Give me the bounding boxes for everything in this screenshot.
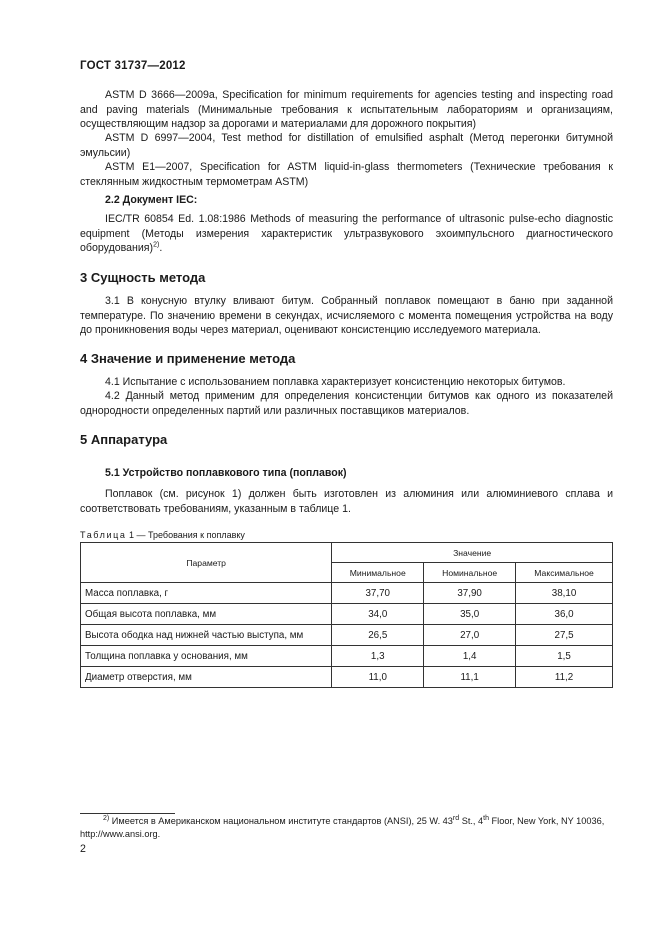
row-param: Масса поплавка, г (81, 583, 332, 604)
footnote-divider (80, 813, 175, 814)
row-max: 11,2 (516, 667, 613, 688)
row-nom: 1,4 (424, 646, 516, 667)
table-row (81, 667, 613, 688)
header-min: Минимальное (332, 563, 424, 583)
section-4-title: 4 Значение и применение метода (80, 351, 296, 366)
section-2-2-title: 2.2 Документ IEC: (105, 194, 198, 206)
header-nom: Номинальное (424, 563, 516, 583)
footnote-text-a: Имеется в Американском национальном институте стандартов (ANSI), 25 W. 43 (109, 816, 453, 826)
iec-reference-text: IEC/TR 60854 Ed. 1.08:1986 Methods of measuring the performance of ultrasonic pulse-echo diagnostic equipment (Методы измерения характеристик ультразвукового эхоимпульсного диагностического оборудования) (80, 213, 613, 255)
table-caption-prefix: Таблица (80, 530, 127, 540)
section-3-title: 3 Сущность метода (80, 270, 206, 285)
section-3-paragraph-1: 3.1 В конусную втулку вливают битум. Собранный поплавок помещают в баню при заданной температуре. По значению времени в секундах, исчисляемого с момента помещения устройства на воду до проникновения воды через материал, оценивают консистенцию исследуемого материала. (80, 295, 613, 337)
header-max: Максимальное (516, 563, 613, 583)
section-2-2-text (80, 212, 613, 256)
section-5-title: 5 Аппаратура (80, 432, 168, 447)
section-4-paragraph-2: 4.2 Данный метод применим для определения консистенции битумов как одного из показателей однородности определенных партий или различных поставщиков материалов. (80, 390, 613, 417)
table-row (81, 604, 613, 625)
footnote-text-c: Floor, New York, NY 10036, http://www.ansi.org. (80, 816, 605, 839)
row-min: 37,70 (332, 583, 424, 604)
row-max: 1,5 (516, 646, 613, 667)
row-param: Диаметр отверстия, мм (81, 667, 332, 688)
footnote (80, 815, 613, 841)
row-min: 26,5 (332, 625, 424, 646)
row-min: 1,3 (332, 646, 424, 667)
table-row (81, 583, 613, 604)
requirements-table (80, 542, 613, 688)
ref-astm-d3666: ASTM D 3666—2009а, Specification for minimum requirements for agencies testing and inspecting road and paving materials (Минимальные требования к испытательным лабораториям и организациям, осуществляющим надзор за дорогами и материалами для дорожного покрытия) (80, 89, 613, 131)
footnote-sup-rd: rd (452, 814, 460, 822)
header-param: Параметр (81, 543, 332, 583)
iec-reference-end: . (159, 242, 163, 255)
row-nom: 27,0 (424, 625, 516, 646)
table-caption-text: 1 — Требования к поплавку (126, 530, 245, 540)
row-min: 34,0 (332, 604, 424, 625)
section-4-paragraph-1: 4.1 Испытание с использованием поплавка характеризует консистенцию некоторых битумов. (105, 376, 566, 388)
row-param: Общая высота поплавка, мм (81, 604, 332, 625)
row-max: 36,0 (516, 604, 613, 625)
row-nom: 37,90 (424, 583, 516, 604)
ref-astm-e1: ASTM E1—2007, Specification for ASTM liquid-in-glass thermometers (Технические требования к стеклянным жидкостным термометрам ASTM) (80, 161, 613, 188)
table-row (81, 625, 613, 646)
table-caption (80, 530, 245, 540)
row-max: 38,10 (516, 583, 613, 604)
row-nom: 11,1 (424, 667, 516, 688)
header-value: Значение (332, 543, 613, 563)
footnote-reference: 2) (153, 241, 160, 249)
row-min: 11,0 (332, 667, 424, 688)
row-max: 27,5 (516, 625, 613, 646)
table-row (81, 646, 613, 667)
row-param: Толщина поплавка у основания, мм (81, 646, 332, 667)
row-param: Высота ободка над нижней частью выступа, мм (81, 625, 332, 646)
section-5-1-paragraph: Поплавок (см. рисунок 1) должен быть изготовлен из алюминия или алюминиевого сплава и соответствовать требованиям, указанным в таблице 1. (80, 488, 613, 515)
section-5-1-title: 5.1 Устройство поплавкового типа (поплавок) (105, 467, 347, 479)
footnote-mark: 2) (103, 814, 110, 822)
footnote-sup-th: th (483, 814, 489, 822)
ref-astm-d6997: ASTM D 6997—2004, Test method for distillation of emulsified asphalt (Метод перегонки битумной эмульсии) (80, 132, 613, 159)
row-nom: 35,0 (424, 604, 516, 625)
page-number: 2 (80, 843, 86, 855)
document-header: ГОСТ 31737—2012 (80, 60, 186, 72)
footnote-text-b: St., 4 (459, 816, 484, 826)
